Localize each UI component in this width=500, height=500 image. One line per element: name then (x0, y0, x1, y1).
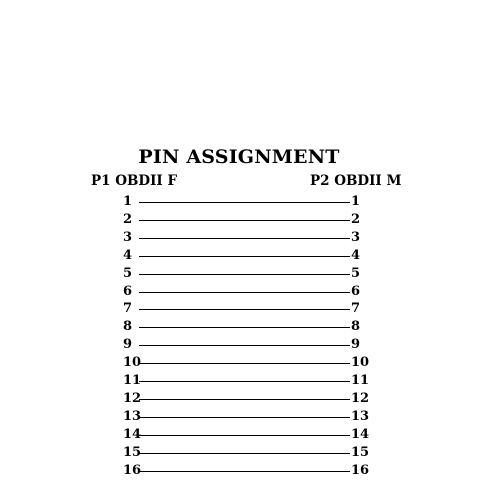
left-pin-number: 1 (123, 194, 133, 209)
right-pin-number: 5 (351, 265, 361, 281)
pin-wire-line (139, 453, 350, 454)
pin-wire-line (139, 220, 350, 221)
right-connector-label: P2 OBDII M (310, 173, 402, 189)
right-pin-number: 4 (351, 247, 361, 263)
pin-row (0, 426, 500, 444)
right-pin-number: 3 (351, 229, 361, 245)
left-pin-number: 8 (123, 319, 133, 335)
right-pin-number: 11 (351, 373, 370, 388)
right-pin-number: 14 (351, 426, 370, 442)
pin-row (0, 462, 500, 480)
left-pin-number: 3 (123, 229, 133, 245)
pin-wire-line (139, 202, 350, 203)
right-pin-number: 16 (351, 462, 370, 478)
pin-row (0, 193, 500, 211)
right-pin-number: 1 (351, 194, 361, 209)
right-pin-number: 2 (351, 211, 361, 227)
left-pin-number: 16 (123, 462, 142, 478)
pin-wire-line (139, 256, 350, 257)
pin-row (0, 229, 500, 247)
left-pin-number: 12 (123, 390, 142, 406)
pin-row (0, 211, 500, 229)
pin-wire-line (139, 399, 350, 400)
right-pin-number: 8 (351, 319, 361, 335)
pin-wire-line (139, 309, 350, 310)
pin-wire-line (139, 363, 350, 364)
left-pin-number: 7 (123, 301, 133, 317)
right-pin-number: 15 (351, 444, 370, 460)
left-pin-number: 13 (123, 408, 142, 424)
right-pin-number: 9 (351, 337, 361, 353)
pin-wire-line (139, 274, 350, 275)
pin-row (0, 354, 500, 372)
left-pin-number: 9 (123, 337, 133, 353)
right-pin-number: 10 (351, 355, 370, 371)
pin-row (0, 265, 500, 283)
left-pin-number: 15 (123, 444, 142, 460)
pin-row (0, 336, 500, 354)
right-pin-number: 6 (351, 283, 361, 299)
pin-wire-line (139, 435, 350, 436)
pin-wire-line (139, 238, 350, 239)
left-connector-label: P1 OBDII F (91, 173, 178, 189)
left-pin-number: 11 (123, 373, 142, 388)
pin-row (0, 444, 500, 462)
right-pin-number: 7 (351, 301, 361, 317)
left-pin-number: 6 (123, 283, 133, 299)
pin-wire-line (139, 292, 350, 293)
pin-row (0, 372, 500, 390)
left-pin-number: 10 (123, 355, 142, 371)
right-pin-number: 13 (351, 408, 370, 424)
pin-wire-line (139, 471, 350, 472)
left-pin-number: 14 (123, 426, 142, 442)
pin-wire-line (139, 381, 350, 382)
pin-row (0, 390, 500, 408)
pin-row (0, 283, 500, 301)
pin-row (0, 318, 500, 336)
diagram-title: PIN ASSIGNMENT (138, 146, 340, 168)
pin-row (0, 408, 500, 426)
left-pin-number: 4 (123, 247, 133, 263)
pin-wire-line (139, 345, 350, 346)
pin-row (0, 300, 500, 318)
pin-row (0, 247, 500, 265)
pin-wire-line (139, 417, 350, 418)
pin-wire-line (139, 327, 350, 328)
right-pin-number: 12 (351, 390, 370, 406)
left-pin-number: 5 (123, 265, 133, 281)
left-pin-number: 2 (123, 211, 133, 227)
